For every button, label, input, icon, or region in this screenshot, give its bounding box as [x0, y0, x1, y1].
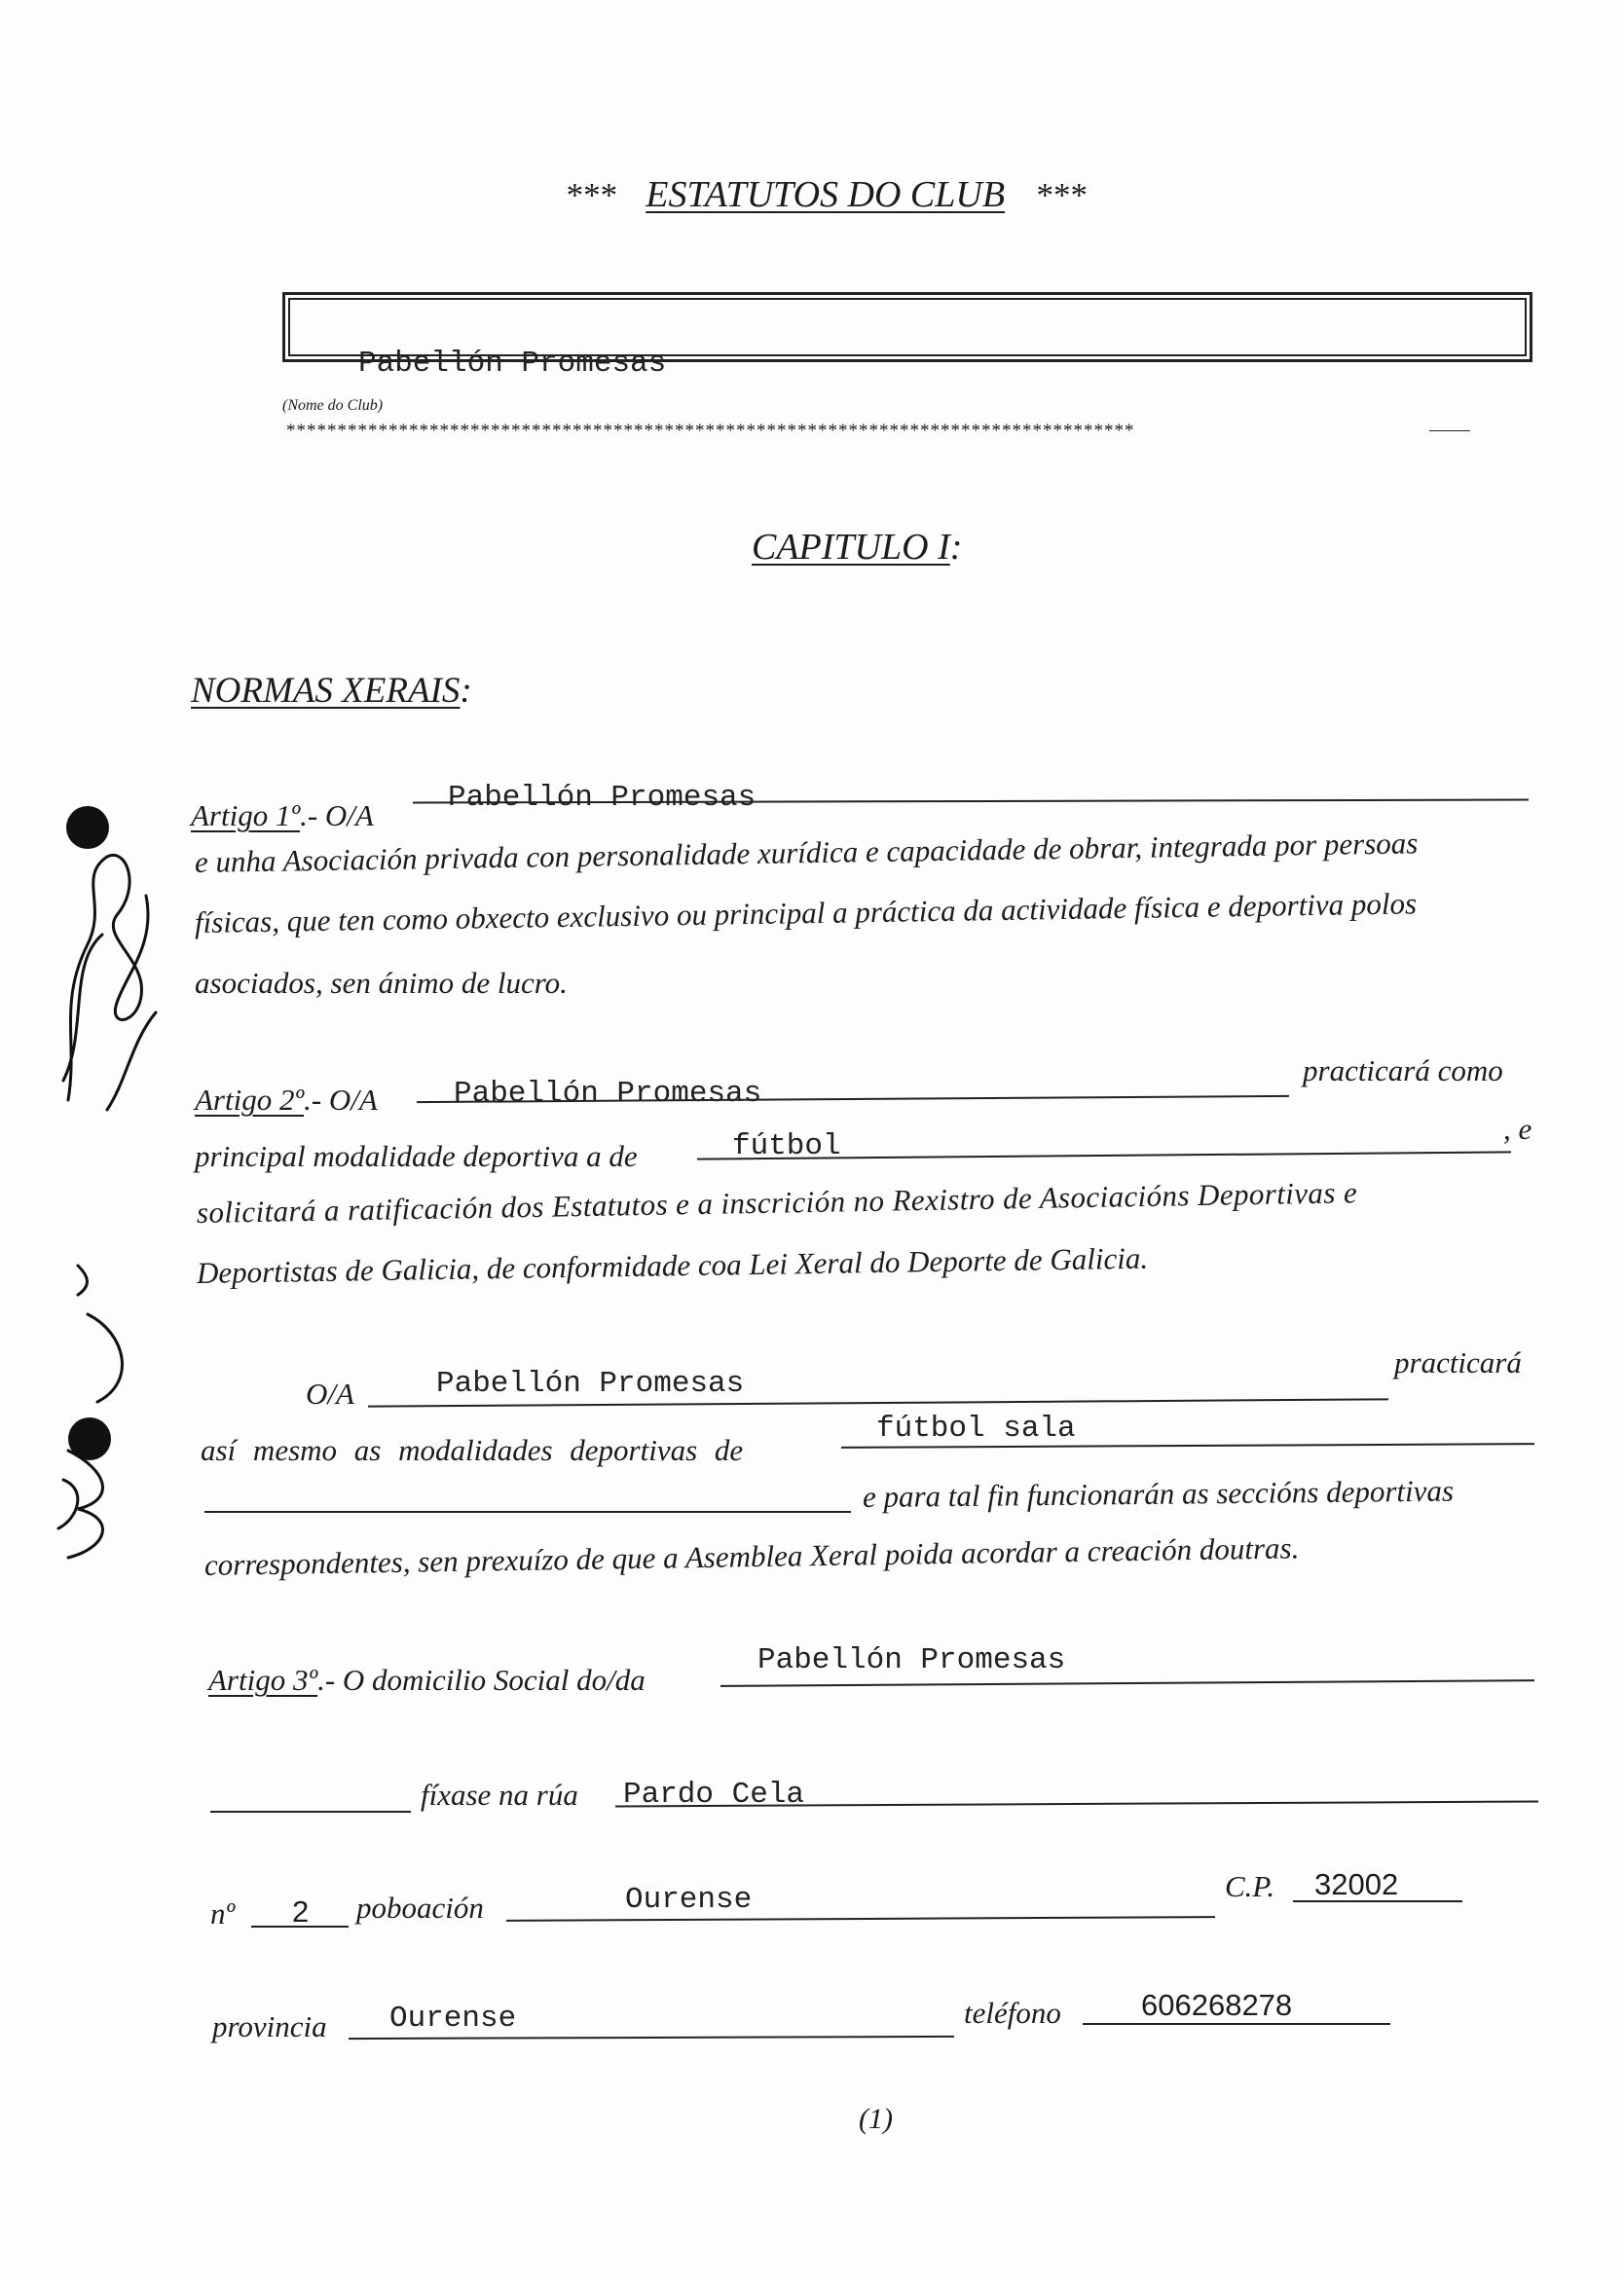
section-heading — [191, 670, 472, 712]
star-underline-stub — [1429, 430, 1470, 431]
article3-label: Artigo 3º — [208, 1663, 318, 1697]
article3-street: Pardo Cela — [623, 1778, 805, 1812]
article2-asi: así mesmo as modalidades deportivas de — [201, 1433, 744, 1467]
header-stars-right: *** — [1034, 176, 1087, 214]
document-title: ESTATUTOS DO CLUB — [646, 174, 1006, 215]
article3-telefono-line — [1083, 2023, 1390, 2025]
document-header — [565, 173, 1086, 216]
article3-prefix: .- O domicilio Social do/da — [317, 1663, 646, 1697]
article2-practicara: practicará como — [1303, 1053, 1503, 1087]
section-colon: : — [460, 671, 472, 711]
article3-club-name: Pabellón Promesas — [757, 1643, 1066, 1677]
article1-line1: e unha Asociación privada con personalidade xurídica e capacidade de obrar, integrada por persoas — [194, 826, 1419, 879]
chapter-heading — [752, 526, 962, 569]
star-separator: *********************************************************************************** — [286, 421, 1135, 441]
header-stars-left: *** — [565, 176, 616, 214]
article3-head — [208, 1663, 646, 1698]
article1-head — [191, 798, 374, 833]
article2-other-modalities: fútbol sala — [876, 1412, 1076, 1446]
article3-provincia-label: provincia — [212, 2009, 327, 2043]
article2-prefix: .- O/A — [304, 1083, 378, 1117]
article3-poboacion-line — [506, 1916, 1215, 1922]
signature-mark — [49, 789, 175, 1139]
article1-prefix: .- O/A — [300, 798, 374, 832]
article3-number: 2 — [292, 1894, 310, 1929]
article3-telefono-label: teléfono — [964, 1996, 1061, 2030]
article3-cp-label: C.P. — [1225, 1869, 1275, 1903]
article2-club-name: Pabellón Promesas — [454, 1077, 762, 1111]
article3-name-line — [720, 1679, 1534, 1687]
punch-hole-top — [66, 806, 109, 849]
article2-label: Artigo 2º — [195, 1083, 305, 1117]
article2-line4: Deportistas de Galicia, de conformidade coa Lei Xeral do Deporte de Galicia. — [196, 1240, 1149, 1290]
article2-line3: solicitará a ratificación dos Estatutos e a inscrición no Rexistro de Asociacións Deportivas e — [196, 1175, 1358, 1230]
article3-poboacion-label: poboación — [356, 1891, 484, 1925]
chapter-colon: : — [949, 527, 963, 568]
article3-n-label: nº — [210, 1896, 236, 1931]
club-name-value: Pabellón Promesas — [358, 347, 667, 381]
page-number: (1) — [859, 2103, 893, 2135]
article2-principal: principal modalidade deportiva a de — [195, 1139, 638, 1173]
article3-street-prefix-line — [210, 1811, 411, 1813]
article3-provincia-line — [349, 2036, 954, 2040]
article2-head — [195, 1083, 378, 1118]
article2-para: e para tal fin funcionarán as seccións deportivas — [862, 1473, 1455, 1514]
article1-line2: físicas, que ten como obxecto exclusivo ou principal a práctica da actividade física e deportiva polos — [194, 886, 1418, 939]
article2-oa: O/A — [306, 1377, 354, 1411]
article3-poboacion: Ourense — [625, 1883, 753, 1917]
article1-club-name: Pabellón Promesas — [448, 781, 757, 815]
chapter-title: CAPITULO I — [752, 527, 950, 568]
article2-blank-line — [204, 1511, 851, 1513]
article2-modality: fútbol — [732, 1129, 841, 1163]
article2-club-name2: Pabellón Promesas — [436, 1367, 745, 1401]
article3-telefono: 606268278 — [1141, 1988, 1293, 2022]
article3-fixase: fíxase na rúa — [421, 1778, 578, 1812]
article1-label: Artigo 1º — [191, 798, 301, 832]
article3-cp: 32002 — [1314, 1867, 1399, 1901]
section-title: NORMAS XERAIS — [191, 671, 461, 711]
article2-e: , e — [1503, 1112, 1532, 1146]
club-name-caption: (Nome do Club) — [282, 397, 384, 414]
article1-line3: asociados, sen ánimo de lucro. — [195, 966, 568, 1000]
article2-practicara2: practicará — [1394, 1345, 1522, 1379]
initials-mark — [49, 1256, 156, 1577]
article3-provincia: Ourense — [389, 2002, 517, 2036]
article2-correspondentes: correspondentes, sen prexuízo de que a Asemblea Xeral poida acordar a creación doutras. — [203, 1530, 1300, 1582]
